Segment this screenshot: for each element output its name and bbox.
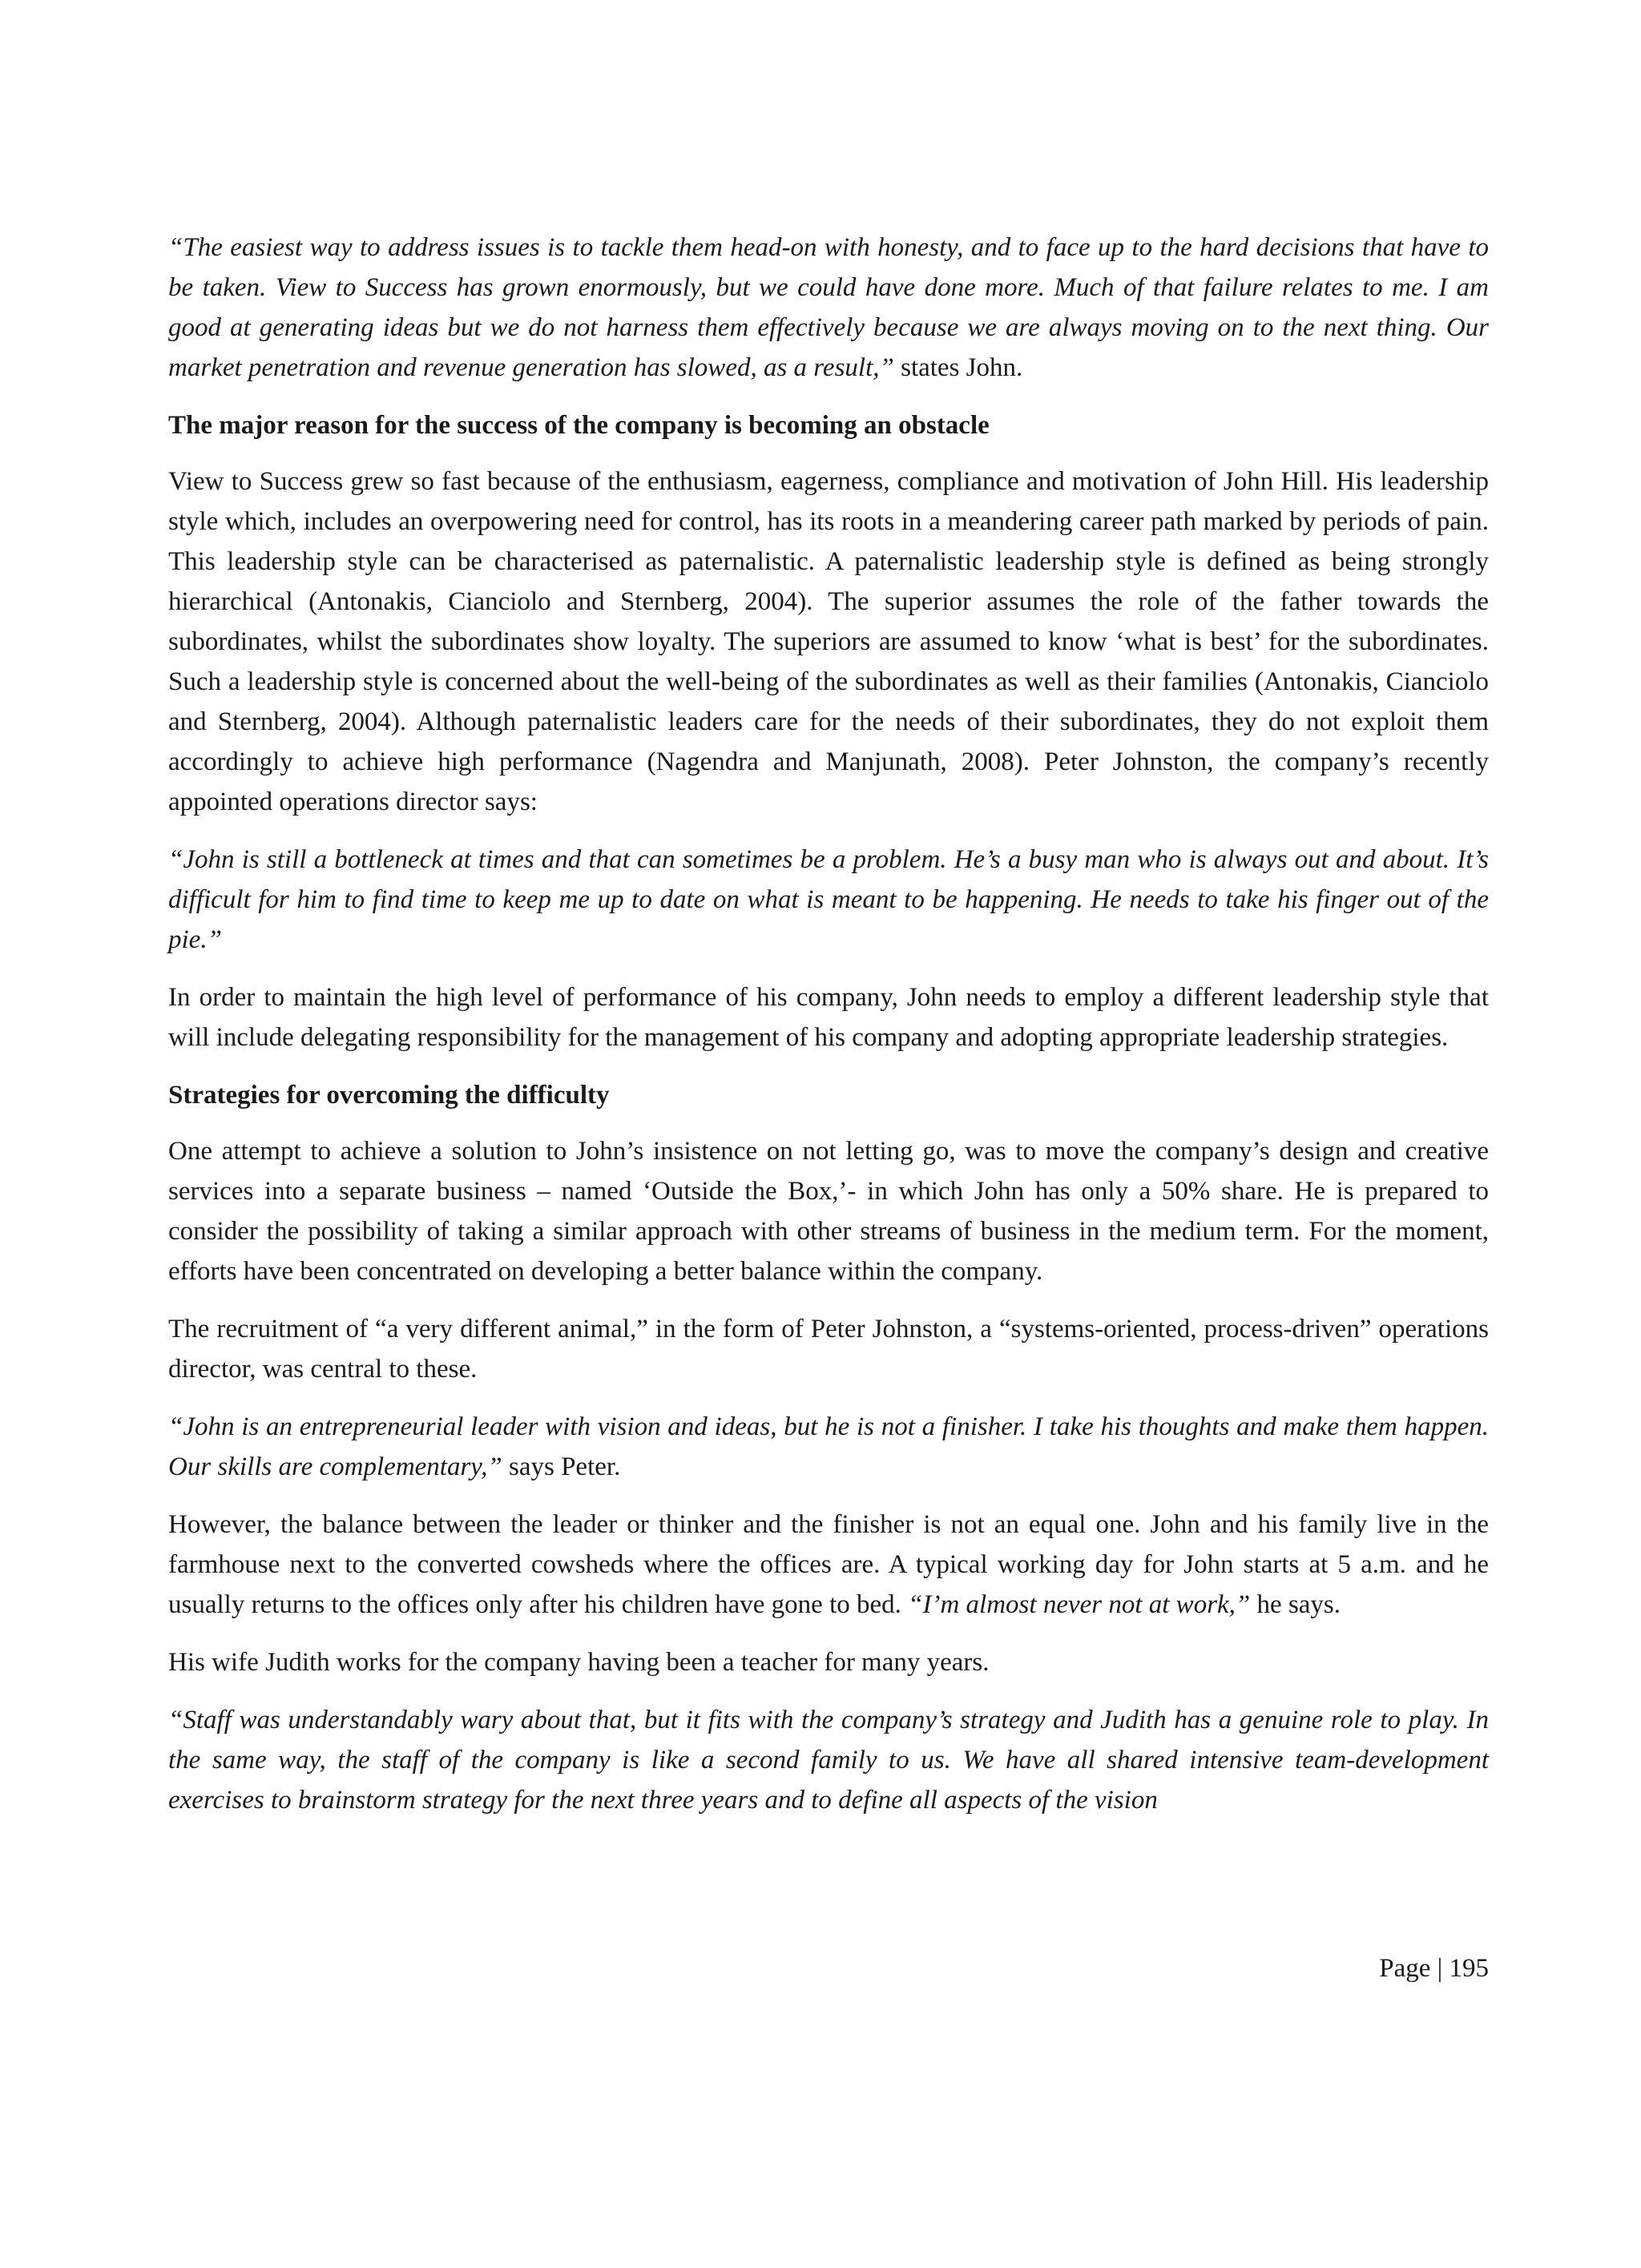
attribution-text: states John. <box>893 353 1023 382</box>
body-text: However, the balance between the leader or thinker and the finisher is not an equal one. John and his family live in the farmhouse next to the converted cowsheds where the offices are. A typical working day for John starts at 5 a.m. and he usually returns to the offices only after his children have gone to bed. <box>168 1510 1489 1619</box>
section-heading-obstacle: The major reason for the success of the company is becoming an obstacle <box>168 411 990 440</box>
attribution-text: says Peter. <box>502 1452 621 1481</box>
paragraph-outside-the-box: One attempt to achieve a solution to John’s insistence on not letting go, was to move the company’s design and creative services into a separate business – named ‘Outside the Box,’- in which John has only a 50% share. He is prepared to consider the possibility of taking a similar approach with other streams of business in the medium term. For the moment, efforts have been concentrated on developing a better balance within the company. <box>168 1137 1489 1286</box>
paragraph-balance <box>168 1505 1489 1625</box>
page-number: Page | 195 <box>1379 1954 1489 1983</box>
quote-text: “John is an entrepreneurial leader with vision and ideas, but he is not a finisher. I take his thoughts and make them happen. Our skills are complementary,” <box>168 1412 1489 1481</box>
paragraph-judith: His wife Judith works for the company having been a teacher for many years. <box>168 1648 990 1677</box>
paragraph-john-quote-2: “Staff was understandably wary about that, but it fits with the company’s strategy and Judith has a genuine role to play. In the same way, the staff of the company is like a second family to us. We have all shared intensive team-development exercises to brainstorm strategy for the next three years and to define all aspects of the vision <box>168 1706 1489 1815</box>
paragraph-maintain-performance: In order to maintain the high level of performance of his company, John needs to employ a different leadership style that will include delegating responsibility for the management of his company and adopting appropriate leadership strategies. <box>168 983 1489 1052</box>
attribution-text: he says. <box>1250 1590 1341 1619</box>
quote-text: “I’m almost never not at work,” <box>908 1590 1251 1619</box>
paragraph-john-quote-1 <box>168 228 1489 388</box>
section-heading-strategies: Strategies for overcoming the difficulty <box>168 1081 610 1110</box>
paragraph-peter-quote-2 <box>168 1407 1489 1487</box>
quote-text: “The easiest way to address issues is to tackle them head-on with honesty, and to face up to the hard decisions that have to be taken. View to Success has grown enormously, but we could have done more. Much of that failure relates to me. I am good at generating ideas but we do not harness them effectively because we are always moving on to the next thing. Our market penetration and revenue generation has slowed, as a result,” <box>168 233 1489 382</box>
paragraph-leadership-style: View to Success grew so fast because of the enthusiasm, eagerness, compliance and motivation of John Hill. His leadership style which, includes an overpowering need for control, has its roots in a meandering career path marked by periods of pain. This leadership style can be characterised as paternalistic. A paternalistic leadership style is defined as being strongly hierarchical (Antonakis, Cianciolo and Sternberg, 2004). The superior assumes the role of the father towards the subordinates, whilst the subordinates show loyalty. The superiors are assumed to know ‘what is best’ for the subordinates. Such a leadership style is concerned about the well-being of the subordinates as well as their families (Antonakis, Cianciolo and Sternberg, 2004). Although paternalistic leaders care for the needs of their subordinates, they do not exploit them accordingly to achieve high performance (Nagendra and Manjunath, 2008). Peter Johnston, the company’s recently appointed operations director says: <box>168 467 1489 816</box>
page-body <box>168 228 1489 1838</box>
paragraph-peter-quote-1: “John is still a bottleneck at times and that can sometimes be a problem. He’s a busy man who is always out and about. It’s difficult for him to find time to keep me up to date on what is meant to be happening. He needs to take his finger out of the pie.” <box>168 845 1489 954</box>
paragraph-recruitment: The recruitment of “a very different animal,” in the form of Peter Johnston, a “systems-oriented, process-driven” operations director, was central to these. <box>168 1315 1489 1384</box>
